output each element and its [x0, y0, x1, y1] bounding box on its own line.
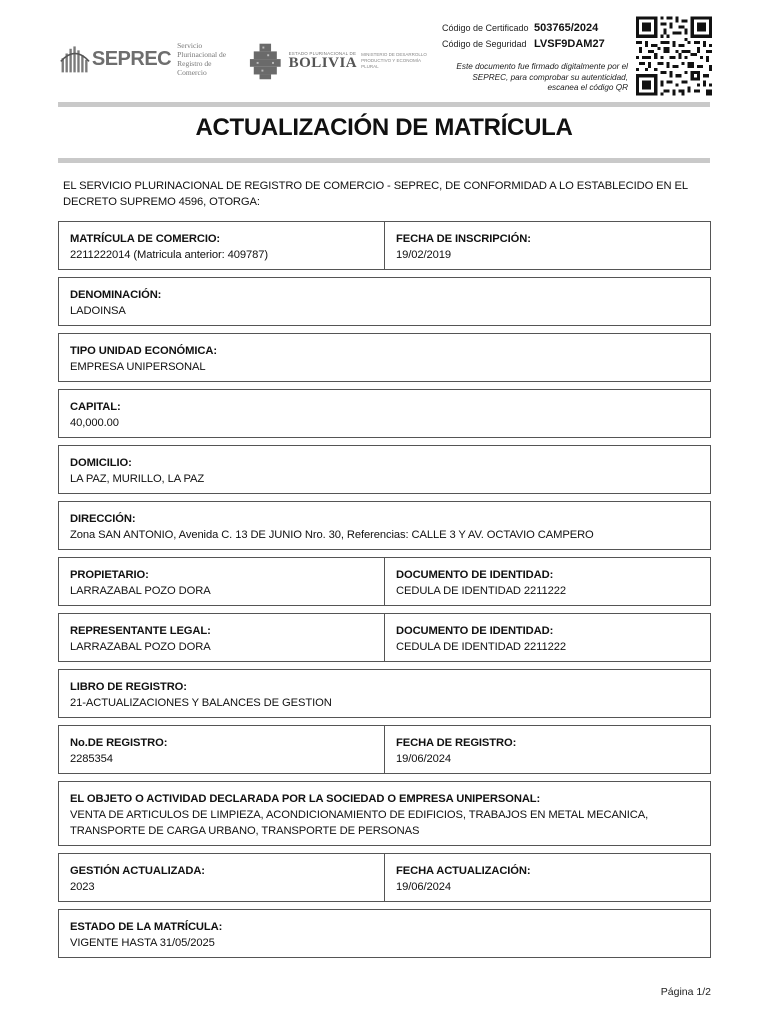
documento-propietario-value: CEDULA DE IDENTIDAD 2211222 — [396, 585, 566, 597]
objeto-cell — [59, 782, 710, 845]
representante-cell — [59, 614, 385, 661]
direccion-label: DIRECCIÓN: — [70, 513, 136, 525]
libro-registro-row — [58, 669, 711, 718]
document-title: ACTUALIZACIÓN DE MATRÍCULA — [195, 114, 573, 141]
digital-signature-note: Este documento fue firmado digitalmente por el SEPREC, para comprobar su autenticidad, escanea el código QR — [456, 62, 628, 92]
documento-propietario-cell — [385, 558, 710, 605]
capital-value: 40,000.00 — [70, 417, 119, 429]
domicilio-cell — [59, 446, 710, 493]
bolivia-emblem-icon — [248, 41, 283, 81]
documento-representante-value: CEDULA DE IDENTIDAD 2211222 — [396, 641, 566, 653]
matricula-row — [58, 221, 711, 270]
objeto-label: EL OBJETO O ACTIVIDAD DECLARADA POR LA SOCIEDAD O EMPRESA UNIPERSONAL: — [70, 793, 541, 805]
document-header — [0, 0, 768, 100]
seprec-emblem-icon — [60, 40, 90, 78]
libro-registro-value: 21-ACTUALIZACIONES Y BALANCES DE GESTION — [70, 697, 332, 709]
representante-row — [58, 613, 711, 662]
estado-cell — [59, 910, 710, 957]
nro-registro-label: No.DE REGISTRO: — [70, 737, 168, 749]
direccion-cell — [59, 502, 710, 549]
matricula-label: MATRÍCULA DE COMERCIO: — [70, 233, 221, 245]
tipo-unidad-row — [58, 333, 711, 382]
domicilio-row — [58, 445, 711, 494]
fecha-inscripcion-value: 19/02/2019 — [396, 249, 451, 261]
gestion-value: 2023 — [70, 881, 95, 893]
capital-cell — [59, 390, 710, 437]
seprec-subtitle: Servicio Plurinacional de Registro de Comercio — [177, 41, 227, 77]
fecha-inscripcion-label: FECHA DE INSCRIPCIÓN: — [396, 233, 531, 245]
security-code-value: LVSF9DAM27 — [534, 38, 605, 50]
capital-label: CAPITAL: — [70, 401, 121, 413]
documento-propietario-label: DOCUMENTO DE IDENTIDAD: — [396, 569, 554, 581]
objeto-value: VENTA DE ARTICULOS DE LIMPIEZA, ACONDICIONAMIENTO DE EDIFICIOS, TRABAJOS EN METAL MECANICA, TRANSPORTE DE CARGA URBANO, TRANSPORTE DE PERSONAS — [70, 809, 649, 837]
denominacion-row — [58, 277, 711, 326]
certificate-code-label: Código de Certificado — [442, 23, 529, 33]
bolivia-text — [289, 51, 358, 71]
objeto-row — [58, 781, 711, 846]
estado-value: VIGENTE HASTA 31/05/2025 — [70, 937, 215, 949]
denominacion-value: LADOINSA — [70, 305, 126, 317]
title-divider — [58, 158, 710, 163]
nro-registro-value: 2285354 — [70, 753, 113, 765]
estado-label: ESTADO DE LA MATRÍCULA: — [70, 921, 223, 933]
qr-code-icon[interactable] — [636, 16, 712, 96]
bolivia-logo — [248, 40, 438, 82]
certificate-code-row — [442, 20, 628, 36]
domicilio-value: LA PAZ, MURILLO, LA PAZ — [70, 473, 205, 485]
ministry-name: MINISTERIO DE DESARROLLO PRODUCTIVO Y ECONOMÍA PLURAL — [361, 52, 427, 69]
libro-registro-label: LIBRO DE REGISTRO: — [70, 681, 187, 693]
propietario-value: LARRAZABAL POZO DORA — [70, 585, 211, 597]
top-divider — [58, 102, 710, 107]
representante-label: REPRESENTANTE LEGAL: — [70, 625, 211, 637]
domicilio-label: DOMICILIO: — [70, 457, 132, 469]
fecha-actualizacion-value: 19/06/2024 — [396, 881, 451, 893]
estado-row — [58, 909, 711, 958]
fecha-actualizacion-cell — [385, 854, 710, 901]
propietario-label: PROPIETARIO: — [70, 569, 149, 581]
propietario-row — [58, 557, 711, 606]
tipo-unidad-cell — [59, 334, 710, 381]
seprec-wordmark: SEPREC — [91, 47, 172, 70]
gestion-cell — [59, 854, 385, 901]
security-code-row — [442, 36, 628, 52]
fecha-registro-value: 19/06/2024 — [396, 753, 451, 765]
denominacion-cell — [59, 278, 710, 325]
certificate-codes — [442, 20, 628, 94]
propietario-cell — [59, 558, 385, 605]
bolivia-wordmark: BOLIVIA — [288, 55, 358, 71]
libro-registro-cell — [59, 670, 710, 717]
representante-value: LARRAZABAL POZO DORA — [70, 641, 211, 653]
fecha-registro-label: FECHA DE REGISTRO: — [396, 737, 517, 749]
tipo-unidad-value: EMPRESA UNIPERSONAL — [70, 361, 206, 373]
capital-row — [58, 389, 711, 438]
fecha-actualizacion-label: FECHA ACTUALIZACIÓN: — [396, 865, 531, 877]
direccion-value: Zona SAN ANTONIO, Avenida C. 13 DE JUNIO Nro. 30, Referencias: CALLE 3 Y AV. OCTAVIO CAMPERO — [70, 529, 594, 541]
fecha-registro-cell — [385, 726, 710, 773]
fecha-inscripcion-cell — [385, 222, 710, 269]
gestion-label: GESTIÓN ACTUALIZADA: — [70, 865, 205, 877]
seprec-logo — [60, 38, 240, 80]
bolivia-small-text: ESTADO PLURINACIONAL DE — [288, 51, 357, 56]
denominacion-label: DENOMINACIÓN: — [70, 289, 162, 301]
documento-representante-cell — [385, 614, 710, 661]
matricula-cell — [59, 222, 385, 269]
direccion-row — [58, 501, 711, 550]
security-code-label: Código de Seguridad — [442, 39, 527, 49]
nro-registro-cell — [59, 726, 385, 773]
matricula-value: 2211222014 (Matricula anterior: 409787) — [70, 249, 269, 261]
documento-representante-label: DOCUMENTO DE IDENTIDAD: — [396, 625, 554, 637]
certificate-code-value: 503765/2024 — [534, 22, 599, 34]
page-number: Página 1/2 — [660, 986, 711, 998]
gestion-row — [58, 853, 711, 902]
tipo-unidad-label: TIPO UNIDAD ECONÓMICA: — [70, 345, 217, 357]
registro-row — [58, 725, 711, 774]
intro-paragraph: EL SERVICIO PLURINACIONAL DE REGISTRO DE COMERCIO - SEPREC, DE CONFORMIDAD A LO ESTABLECIDO EN EL DECRETO SUPREMO 4596, OTORGA: — [63, 180, 688, 208]
